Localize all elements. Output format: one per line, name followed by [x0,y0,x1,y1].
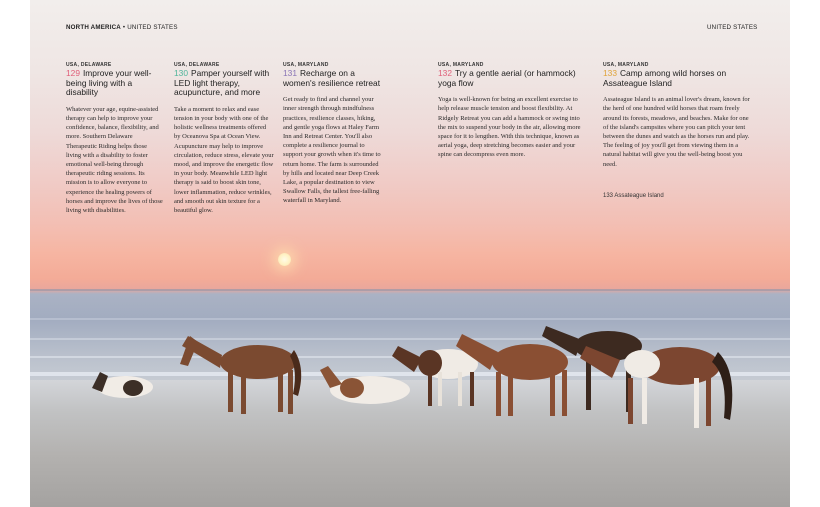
entry-title-text: Pamper yourself with LED light therapy, acupuncture, and more [174,68,270,98]
horse-standing-pinto [392,346,478,406]
entry-title-text: Recharge on a women's resilience retreat [283,68,381,88]
running-header-left [66,24,178,31]
entry-130 [174,62,274,215]
entry-body: Yoga is well-known for being an excellent exercise to help release muscle tension and boost flexibility. At Ridgely Retreat you can add a hammock or swing into the mix to suspend your body in the air, allowing more space for it to lengthen. With this technique, known as aerial yoga, deep stretching becomes easier and your spine can decompress even more. [438,96,581,159]
entry-body: Take a moment to relax and ease tension in your body with one of the holistic wellness treatments offered by Oceanova Spa at Ocean View. Acupuncture may help to improve circulation, reduce stress, elevate your mood, and improve the energetic flow in your body. Meanwhile LED light therapy is said to boost skin tone, lower inflammation, reduce wrinkles, and smooth out skin texture for a beautiful glow. [174,105,274,215]
entry-number: 133 [603,68,617,78]
entry-number: 130 [174,68,188,78]
horse-standing-1 [180,336,301,414]
entry-title [174,69,274,98]
entry-number: 129 [66,68,80,78]
running-header-right: UNITED STATES [707,24,758,31]
entry-location: USA, DELAWARE [174,62,220,68]
entry-title-text: Camp among wild horses on Assateague Island [603,68,727,88]
entry-number: 132 [438,68,452,78]
horse-standing-pinto-right [580,346,732,428]
entry-title [438,69,588,88]
entry-title [283,69,382,88]
entry-location: USA, MARYLAND [438,62,484,68]
entry-location: USA, DELAWARE [66,62,112,68]
photo-caption: 133 Assateague Island [603,193,664,199]
entry-131 [283,62,382,206]
entry-132 [438,62,588,160]
entry-body: Assateague Island is an animal lover's dream, known for the herd of one hundred wild horses that roam freely around its forests, meadows, and beaches. Make for one of the island's campsites where you can pitch your tent between the dunes and watch as the horses run and play. The feeling of joy you'll get from viewing them in a natural habitat will give you the well-being boost you need. [603,96,750,168]
entry-body: Whatever your age, equine-assisted therapy can help to improve your confidence, balance, flexibility, and more. Southern Delaware Therapeutic Riding helps those living with a disability to foster emotional well-being through therapeutic riding sessions. Its mission is to allow everyone to experience the healing powers of horses and improve the lives of those living with disabilities. [66,105,163,215]
entry-title-text: Try a gentle aerial (or hammock) yoga flow [438,68,576,88]
entry-number: 131 [283,68,297,78]
entry-location: USA, MARYLAND [603,62,649,68]
magazine-page [30,0,790,507]
entry-129 [66,62,163,215]
entry-body: Get ready to find and channel your inner strength through mindfulness practices, resilience classes, hiking, and gentle yoga flows at Haley Farm Inn and Retreat Center. You'll also complete a resilience journal to support your growth when it's time to return home. The farm is surrounded by hills and located near Deep Creek Lake, a popular destination to view Swallow Falls, the tallest free-falling waterfall in Maryland. [283,96,381,205]
header-separator: • [120,24,128,31]
entry-133 [603,62,755,169]
horse-lying-left [92,372,153,398]
header-region: UNITED STATES [127,24,178,31]
entry-title [66,69,163,98]
horse-lying-pinto [320,366,410,404]
entry-title-text: Improve your well-being living with a disability [66,68,152,98]
entry-location: USA, MARYLAND [283,62,329,68]
entry-title [603,69,755,88]
header-section: NORTH AMERICA [66,24,121,31]
